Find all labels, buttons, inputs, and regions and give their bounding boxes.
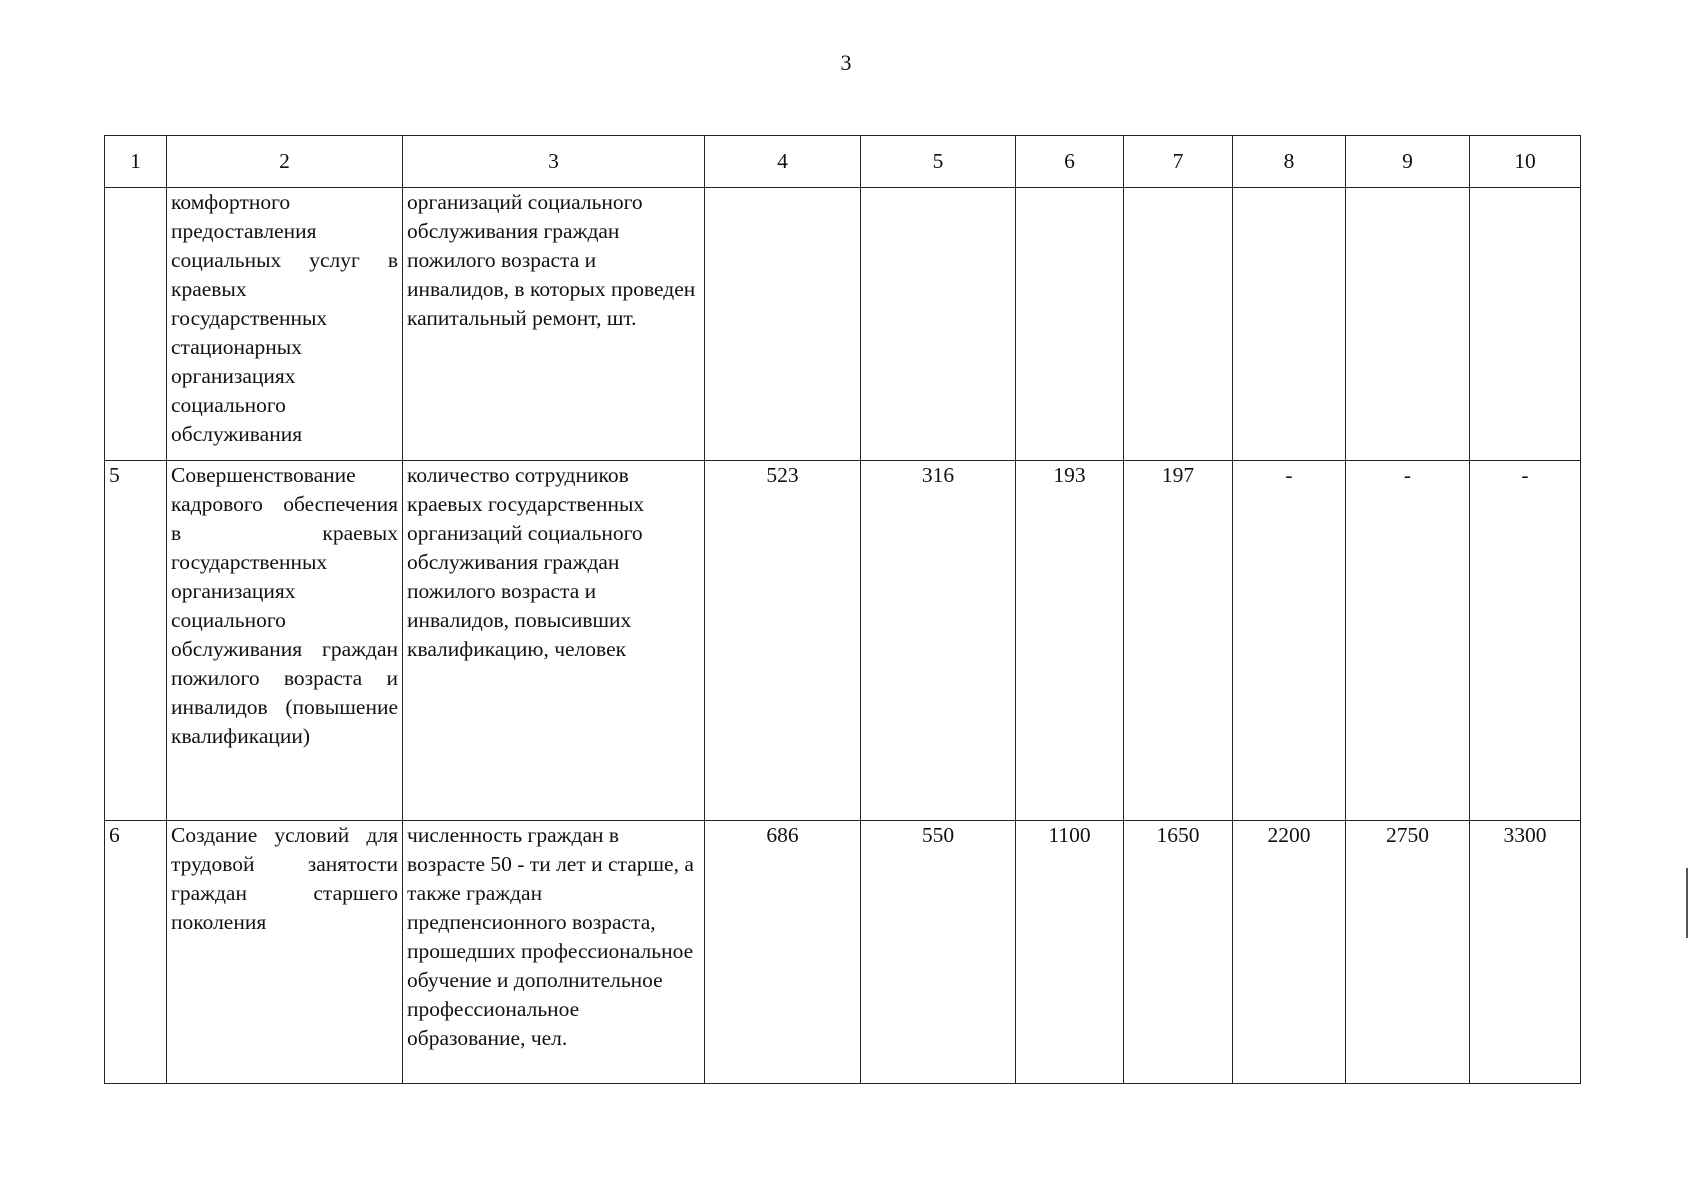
column-header-8: 8 xyxy=(1233,136,1346,188)
row-indicator: количество сотрудников краевых государственных организаций социального обслуживания граждан пожилого возраста и инвалидов, повысивших квалификацию, человек xyxy=(403,461,705,821)
row-value-col4 xyxy=(705,188,861,461)
row-index: 6 xyxy=(105,821,167,1084)
row-indicator: численность граждан в возрасте 50 - ти лет и старше, а также граждан предпенсионного возраста, прошедших профессиональное обучение и дополнительное профессиональное образование, чел. xyxy=(403,821,705,1084)
row-name: Совершенствование кадрового обеспечения в краевых государственных организациях социального обслуживания граждан пожилого возраста и инвалидов (повышение квалификации) xyxy=(167,461,403,821)
row-value-col4: 523 xyxy=(705,461,861,821)
row-value-col5 xyxy=(861,188,1016,461)
column-header-6: 6 xyxy=(1016,136,1124,188)
row-value-col10: - xyxy=(1470,461,1581,821)
row-indicator: организаций социального обслуживания граждан пожилого возраста и инвалидов, в которых проведен капитальный ремонт, шт. xyxy=(403,188,705,461)
row-value-col9 xyxy=(1346,188,1470,461)
row-value-col9: 2750 xyxy=(1346,821,1470,1084)
page-number: 3 xyxy=(840,50,852,75)
table-header-row xyxy=(105,136,1581,188)
indicators-table xyxy=(104,135,1581,1084)
table-row xyxy=(105,188,1581,461)
row-value-col8 xyxy=(1233,188,1346,461)
row-value-col7: 1650 xyxy=(1124,821,1233,1084)
column-header-2: 2 xyxy=(167,136,403,188)
row-value-col10 xyxy=(1470,188,1581,461)
column-header-10: 10 xyxy=(1470,136,1581,188)
row-value-col7: 197 xyxy=(1124,461,1233,821)
scan-edge-mark xyxy=(1686,868,1688,938)
row-index xyxy=(105,188,167,461)
column-header-5: 5 xyxy=(861,136,1016,188)
column-header-3: 3 xyxy=(403,136,705,188)
row-value-col6: 1100 xyxy=(1016,821,1124,1084)
table-row xyxy=(105,821,1581,1084)
row-value-col6 xyxy=(1016,188,1124,461)
row-value-col6: 193 xyxy=(1016,461,1124,821)
row-value-col5: 550 xyxy=(861,821,1016,1084)
column-header-4: 4 xyxy=(705,136,861,188)
column-header-1: 1 xyxy=(105,136,167,188)
row-value-col5: 316 xyxy=(861,461,1016,821)
row-name: комфортного предоставления социальных услуг в краевых государственных стационарных организациях социального обслуживания xyxy=(167,188,403,461)
column-header-9: 9 xyxy=(1346,136,1470,188)
row-name: Создание условий для трудовой занятости граждан старшего поколения xyxy=(167,821,403,1084)
column-header-7: 7 xyxy=(1124,136,1233,188)
row-value-col8: 2200 xyxy=(1233,821,1346,1084)
row-value-col8: - xyxy=(1233,461,1346,821)
row-value-col7 xyxy=(1124,188,1233,461)
table-row xyxy=(105,461,1581,821)
row-value-col9: - xyxy=(1346,461,1470,821)
row-value-col4: 686 xyxy=(705,821,861,1084)
row-index: 5 xyxy=(105,461,167,821)
row-value-col10: 3300 xyxy=(1470,821,1581,1084)
